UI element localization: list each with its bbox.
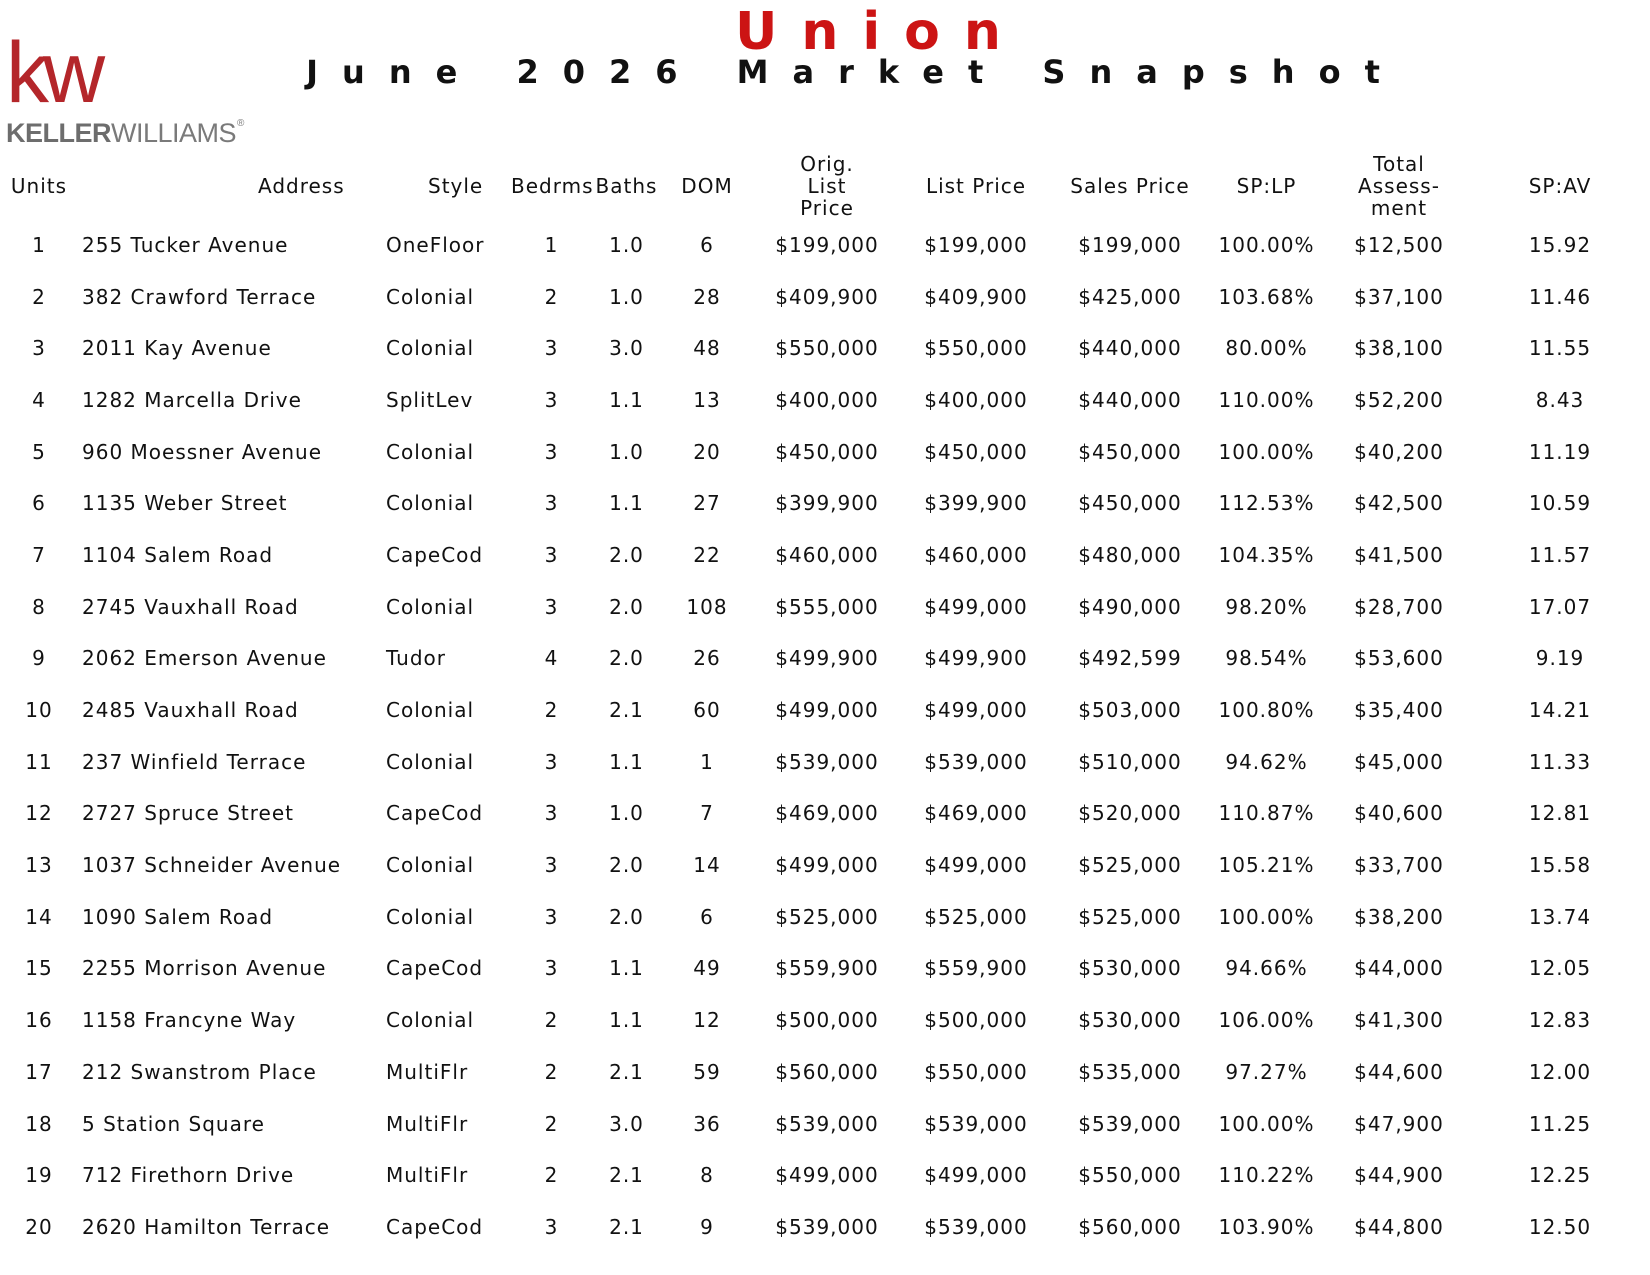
column-header-baths: Baths: [595, 174, 658, 198]
cell-sp-lp: 103.90%: [1218, 1214, 1315, 1239]
table-header-row: [6, 153, 1646, 219]
cell-list-price: $469,000: [924, 801, 1028, 826]
cell-list-price: $550,000: [924, 336, 1028, 361]
cell-baths: 1.1: [609, 956, 644, 981]
cell-total-assessment: $41,300: [1354, 1008, 1444, 1033]
cell-bedrooms: 3: [544, 387, 559, 412]
cell-address: 2255 Morrison Avenue: [82, 956, 327, 981]
cell-orig-list-price: $499,000: [775, 853, 879, 878]
table-row: [6, 322, 1646, 374]
cell-list-price: $409,900: [924, 284, 1028, 309]
cell-style: CapeCod: [386, 542, 484, 567]
table-row: [6, 1149, 1646, 1201]
column-header-units: Units: [10, 174, 68, 198]
cell-dom: 26: [693, 646, 721, 671]
column-header-dom: DOM: [681, 174, 733, 198]
cell-units: 17: [25, 1059, 53, 1084]
table-row: [6, 891, 1646, 943]
cell-sales-price: $450,000: [1078, 439, 1182, 464]
table-row: [6, 529, 1646, 581]
cell-orig-list-price: $559,900: [775, 956, 879, 981]
cell-bedrooms: 3: [544, 542, 559, 567]
column-header-style: Style: [428, 174, 484, 198]
cell-total-assessment: $44,000: [1354, 956, 1444, 981]
cell-bedrooms: 3: [544, 853, 559, 878]
cell-baths: 1.1: [609, 749, 644, 774]
cell-list-price: $500,000: [924, 1008, 1028, 1033]
table-row: [6, 426, 1646, 478]
cell-style: Colonial: [386, 1008, 475, 1033]
table-row: [6, 219, 1646, 271]
table-row: [6, 788, 1646, 840]
cell-sp-av: 9.19: [1535, 646, 1585, 671]
table-row: [6, 1098, 1646, 1150]
cell-list-price: $400,000: [924, 387, 1028, 412]
cell-sp-lp: 94.66%: [1225, 956, 1308, 981]
cell-sales-price: $525,000: [1078, 904, 1182, 929]
cell-sp-lp: 98.20%: [1225, 594, 1308, 619]
cell-sp-av: 8.43: [1535, 387, 1585, 412]
cell-total-assessment: $35,400: [1354, 698, 1444, 723]
cell-orig-list-price: $499,000: [775, 698, 879, 723]
cell-baths: 1.1: [609, 1008, 644, 1033]
cell-style: CapeCod: [386, 1214, 484, 1239]
cell-orig-list-price: $400,000: [775, 387, 879, 412]
cell-style: OneFloor: [386, 232, 485, 257]
cell-dom: 12: [693, 1008, 721, 1033]
cell-address: 1135 Weber Street: [82, 491, 288, 516]
cell-total-assessment: $45,000: [1354, 749, 1444, 774]
table-row: [6, 839, 1646, 891]
cell-sp-av: 17.07: [1528, 594, 1592, 619]
cell-sales-price: $490,000: [1078, 594, 1182, 619]
table-row: [6, 271, 1646, 323]
cell-address: 2745 Vauxhall Road: [82, 594, 299, 619]
cell-list-price: $499,000: [924, 1163, 1028, 1188]
cell-address: 960 Moessner Avenue: [82, 439, 323, 464]
cell-list-price: $525,000: [924, 904, 1028, 929]
cell-sp-lp: 104.35%: [1218, 542, 1315, 567]
cell-baths: 1.0: [609, 801, 644, 826]
cell-dom: 22: [693, 542, 721, 567]
cell-baths: 2.0: [609, 646, 644, 671]
cell-baths: 2.1: [609, 698, 644, 723]
cell-list-price: $460,000: [924, 542, 1028, 567]
cell-orig-list-price: $500,000: [775, 1008, 879, 1033]
cell-baths: 1.0: [609, 232, 644, 257]
cell-orig-list-price: $539,000: [775, 749, 879, 774]
cell-sp-lp: 100.00%: [1218, 904, 1315, 929]
cell-sp-lp: 106.00%: [1218, 1008, 1315, 1033]
cell-bedrooms: 3: [544, 491, 559, 516]
column-header-list-price: List Price: [925, 174, 1027, 198]
cell-units: 13: [25, 853, 53, 878]
cell-dom: 27: [693, 491, 721, 516]
cell-dom: 59: [693, 1059, 721, 1084]
cell-units: 3: [32, 336, 46, 361]
cell-style: MultiFlr: [386, 1163, 469, 1188]
cell-list-price: $539,000: [924, 749, 1028, 774]
cell-bedrooms: 3: [544, 594, 559, 619]
cell-total-assessment: $28,700: [1354, 594, 1444, 619]
cell-sp-av: 14.21: [1528, 698, 1592, 723]
cell-bedrooms: 3: [544, 1214, 559, 1239]
cell-sp-av: 11.33: [1528, 749, 1592, 774]
cell-style: CapeCod: [386, 801, 484, 826]
cell-dom: 36: [693, 1111, 721, 1136]
cell-units: 7: [32, 542, 46, 567]
cell-orig-list-price: $460,000: [775, 542, 879, 567]
cell-list-price: $499,000: [924, 698, 1028, 723]
cell-dom: 48: [693, 336, 721, 361]
cell-baths: 3.0: [609, 1111, 644, 1136]
cell-orig-list-price: $399,900: [775, 491, 879, 516]
cell-dom: 49: [693, 956, 721, 981]
cell-list-price: $559,900: [924, 956, 1028, 981]
table-row: [6, 684, 1646, 736]
cell-sp-lp: 105.21%: [1218, 853, 1315, 878]
cell-sp-av: 10.59: [1528, 491, 1592, 516]
logo-name-light: WILLIAMS: [111, 118, 237, 148]
cell-units: 15: [25, 956, 53, 981]
cell-units: 9: [32, 646, 46, 671]
cell-sp-av: 15.58: [1528, 853, 1592, 878]
cell-style: Colonial: [386, 284, 475, 309]
table-row: [6, 736, 1646, 788]
table-body: [6, 219, 1646, 1253]
cell-units: 5: [32, 439, 46, 464]
cell-address: 2727 Spruce Street: [82, 801, 294, 826]
cell-baths: 1.1: [609, 387, 644, 412]
cell-total-assessment: $44,900: [1354, 1163, 1444, 1188]
cell-baths: 2.1: [609, 1059, 644, 1084]
cell-total-assessment: $40,200: [1354, 439, 1444, 464]
cell-bedrooms: 3: [544, 749, 559, 774]
cell-units: 12: [25, 801, 53, 826]
page-title: Union: [735, 2, 1025, 62]
cell-sales-price: $539,000: [1078, 1111, 1182, 1136]
cell-sp-lp: 110.87%: [1218, 801, 1315, 826]
cell-address: 2620 Hamilton Terrace: [82, 1214, 331, 1239]
cell-total-assessment: $41,500: [1354, 542, 1444, 567]
cell-total-assessment: $44,800: [1354, 1214, 1444, 1239]
cell-sp-lp: 110.00%: [1218, 387, 1315, 412]
cell-units: 4: [32, 387, 46, 412]
cell-style: SplitLev: [386, 387, 474, 412]
cell-sp-av: 11.46: [1528, 284, 1592, 309]
logo-registered-mark: ®: [237, 118, 244, 129]
table-row: [6, 581, 1646, 633]
cell-address: 212 Swanstrom Place: [82, 1059, 317, 1084]
cell-dom: 6: [700, 232, 714, 257]
cell-dom: 8: [700, 1163, 714, 1188]
cell-sales-price: $440,000: [1078, 336, 1182, 361]
cell-list-price: $539,000: [924, 1111, 1028, 1136]
cell-sp-av: 12.81: [1528, 801, 1592, 826]
cell-list-price: $539,000: [924, 1214, 1028, 1239]
cell-address: 5 Station Square: [82, 1111, 265, 1136]
cell-style: Colonial: [386, 491, 475, 516]
cell-dom: 60: [693, 698, 721, 723]
cell-address: 712 Firethorn Drive: [82, 1163, 295, 1188]
cell-list-price: $399,900: [924, 491, 1028, 516]
cell-units: 6: [32, 491, 46, 516]
column-header-sales-price: Sales Price: [1070, 174, 1190, 198]
cell-total-assessment: $38,200: [1354, 904, 1444, 929]
cell-address: 2485 Vauxhall Road: [82, 698, 299, 723]
cell-baths: 2.1: [609, 1163, 644, 1188]
cell-list-price: $199,000: [924, 232, 1028, 257]
cell-dom: 1: [700, 749, 714, 774]
cell-sales-price: $535,000: [1078, 1059, 1182, 1084]
cell-bedrooms: 2: [544, 698, 559, 723]
cell-list-price: $499,000: [924, 594, 1028, 619]
cell-address: 255 Tucker Avenue: [82, 232, 289, 257]
cell-sp-lp: 110.22%: [1218, 1163, 1315, 1188]
logo-name-bold: KELLER: [6, 118, 111, 148]
cell-dom: 108: [686, 594, 728, 619]
cell-baths: 2.0: [609, 853, 644, 878]
cell-total-assessment: $47,900: [1354, 1111, 1444, 1136]
cell-units: 8: [32, 594, 46, 619]
cell-address: 1158 Francyne Way: [82, 1008, 297, 1033]
cell-sp-av: 12.25: [1528, 1163, 1592, 1188]
cell-bedrooms: 2: [544, 1111, 559, 1136]
column-header-total-assessment: Total Assess-ment: [1358, 152, 1440, 220]
cell-bedrooms: 2: [544, 1163, 559, 1188]
cell-orig-list-price: $199,000: [775, 232, 879, 257]
cell-sp-av: 11.55: [1528, 336, 1592, 361]
cell-total-assessment: $40,600: [1354, 801, 1444, 826]
cell-orig-list-price: $409,900: [775, 284, 879, 309]
column-header-sp-lp: SP:LP: [1236, 174, 1297, 198]
cell-bedrooms: 3: [544, 801, 559, 826]
cell-list-price: $499,000: [924, 853, 1028, 878]
cell-orig-list-price: $469,000: [775, 801, 879, 826]
cell-orig-list-price: $560,000: [775, 1059, 879, 1084]
cell-address: 1037 Schneider Avenue: [82, 853, 342, 878]
cell-dom: 13: [693, 387, 721, 412]
cell-sp-lp: 103.68%: [1218, 284, 1315, 309]
cell-dom: 28: [693, 284, 721, 309]
cell-sp-av: 12.50: [1528, 1214, 1592, 1239]
cell-sp-av: 11.57: [1528, 542, 1592, 567]
cell-sp-av: 11.25: [1528, 1111, 1592, 1136]
cell-bedrooms: 3: [544, 904, 559, 929]
cell-baths: 1.1: [609, 491, 644, 516]
cell-address: 382 Crawford Terrace: [82, 284, 317, 309]
cell-baths: 2.1: [609, 1214, 644, 1239]
cell-sp-av: 12.83: [1528, 1008, 1592, 1033]
cell-orig-list-price: $499,900: [775, 646, 879, 671]
cell-style: CapeCod: [386, 956, 484, 981]
cell-sp-lp: 100.00%: [1218, 1111, 1315, 1136]
cell-bedrooms: 4: [544, 646, 559, 671]
cell-style: Colonial: [386, 749, 475, 774]
cell-dom: 6: [700, 904, 714, 929]
cell-sales-price: $510,000: [1078, 749, 1182, 774]
cell-sales-price: $503,000: [1078, 698, 1182, 723]
cell-baths: 2.0: [609, 904, 644, 929]
cell-dom: 7: [700, 801, 714, 826]
cell-baths: 3.0: [609, 336, 644, 361]
cell-orig-list-price: $539,000: [775, 1214, 879, 1239]
cell-baths: 2.0: [609, 594, 644, 619]
cell-total-assessment: $53,600: [1354, 646, 1444, 671]
cell-units: 20: [25, 1214, 53, 1239]
cell-units: 1: [32, 232, 46, 257]
cell-sales-price: $480,000: [1078, 542, 1182, 567]
table-row: [6, 477, 1646, 529]
cell-total-assessment: $38,100: [1354, 336, 1444, 361]
cell-sp-av: 13.74: [1528, 904, 1592, 929]
cell-orig-list-price: $550,000: [775, 336, 879, 361]
cell-total-assessment: $52,200: [1354, 387, 1444, 412]
cell-orig-list-price: $450,000: [775, 439, 879, 464]
cell-sales-price: $492,599: [1078, 646, 1182, 671]
cell-sales-price: $525,000: [1078, 853, 1182, 878]
cell-address: 1090 Salem Road: [82, 904, 274, 929]
cell-style: Tudor: [386, 646, 447, 671]
cell-sp-av: 12.05: [1528, 956, 1592, 981]
page-subtitle: June 2026 Market Snapshot: [306, 53, 1404, 91]
sales-table: [6, 153, 1646, 1253]
cell-sales-price: $199,000: [1078, 232, 1182, 257]
cell-sales-price: $450,000: [1078, 491, 1182, 516]
cell-sp-av: 12.00: [1528, 1059, 1592, 1084]
cell-dom: 14: [693, 853, 721, 878]
cell-orig-list-price: $525,000: [775, 904, 879, 929]
column-header-address: Address: [258, 174, 345, 198]
cell-sp-lp: 100.00%: [1218, 439, 1315, 464]
cell-orig-list-price: $555,000: [775, 594, 879, 619]
kw-logo-mark: kw: [6, 25, 100, 121]
cell-address: 1282 Marcella Drive: [82, 387, 302, 412]
cell-total-assessment: $37,100: [1354, 284, 1444, 309]
cell-style: MultiFlr: [386, 1059, 469, 1084]
cell-style: Colonial: [386, 336, 475, 361]
cell-list-price: $450,000: [924, 439, 1028, 464]
cell-style: Colonial: [386, 594, 475, 619]
cell-sp-av: 15.92: [1528, 232, 1592, 257]
cell-orig-list-price: $539,000: [775, 1111, 879, 1136]
column-header-bedrooms: Bedrms: [511, 174, 594, 198]
cell-bedrooms: 3: [544, 336, 559, 361]
table-row: [6, 374, 1646, 426]
cell-address: 1104 Salem Road: [82, 542, 274, 567]
cell-sales-price: $530,000: [1078, 1008, 1182, 1033]
cell-units: 14: [25, 904, 53, 929]
cell-sp-lp: 97.27%: [1225, 1059, 1308, 1084]
cell-units: 18: [25, 1111, 53, 1136]
cell-dom: 20: [693, 439, 721, 464]
cell-sales-price: $520,000: [1078, 801, 1182, 826]
cell-sp-lp: 100.80%: [1218, 698, 1315, 723]
cell-sales-price: $440,000: [1078, 387, 1182, 412]
cell-bedrooms: 3: [544, 956, 559, 981]
cell-units: 2: [32, 284, 46, 309]
cell-list-price: $550,000: [924, 1059, 1028, 1084]
cell-address: 2011 Kay Avenue: [82, 336, 272, 361]
cell-baths: 2.0: [609, 542, 644, 567]
table-row: [6, 1201, 1646, 1253]
cell-baths: 1.0: [609, 284, 644, 309]
cell-units: 19: [25, 1163, 53, 1188]
cell-total-assessment: $12,500: [1354, 232, 1444, 257]
cell-sp-lp: 112.53%: [1218, 491, 1315, 516]
column-header-orig-list-price: Orig. List Price: [800, 152, 854, 220]
cell-sp-lp: 94.62%: [1225, 749, 1308, 774]
cell-address: 2062 Emerson Avenue: [82, 646, 327, 671]
table-row: [6, 943, 1646, 995]
cell-sales-price: $530,000: [1078, 956, 1182, 981]
cell-bedrooms: 1: [544, 232, 559, 257]
cell-sales-price: $560,000: [1078, 1214, 1182, 1239]
cell-units: 16: [25, 1008, 53, 1033]
cell-units: 10: [25, 698, 53, 723]
cell-style: Colonial: [386, 698, 475, 723]
cell-sales-price: $550,000: [1078, 1163, 1182, 1188]
cell-bedrooms: 2: [544, 284, 559, 309]
cell-sales-price: $425,000: [1078, 284, 1182, 309]
cell-total-assessment: $42,500: [1354, 491, 1444, 516]
cell-dom: 9: [700, 1214, 714, 1239]
cell-bedrooms: 2: [544, 1008, 559, 1033]
logo-wordmark: [6, 118, 244, 149]
table-row: [6, 633, 1646, 685]
column-header-sp-av: SP:AV: [1528, 174, 1592, 198]
cell-sp-lp: 98.54%: [1225, 646, 1308, 671]
table-row: [6, 994, 1646, 1046]
cell-units: 11: [25, 749, 53, 774]
cell-sp-av: 11.19: [1528, 439, 1592, 464]
cell-style: Colonial: [386, 439, 475, 464]
cell-sp-lp: 100.00%: [1218, 232, 1315, 257]
cell-style: MultiFlr: [386, 1111, 469, 1136]
cell-bedrooms: 2: [544, 1059, 559, 1084]
cell-total-assessment: $33,700: [1354, 853, 1444, 878]
cell-style: Colonial: [386, 853, 475, 878]
cell-list-price: $499,900: [924, 646, 1028, 671]
cell-sp-lp: 80.00%: [1225, 336, 1308, 361]
cell-baths: 1.0: [609, 439, 644, 464]
cell-bedrooms: 3: [544, 439, 559, 464]
cell-style: Colonial: [386, 904, 475, 929]
cell-total-assessment: $44,600: [1354, 1059, 1444, 1084]
cell-orig-list-price: $499,000: [775, 1163, 879, 1188]
table-row: [6, 1046, 1646, 1098]
cell-address: 237 Winfield Terrace: [82, 749, 307, 774]
